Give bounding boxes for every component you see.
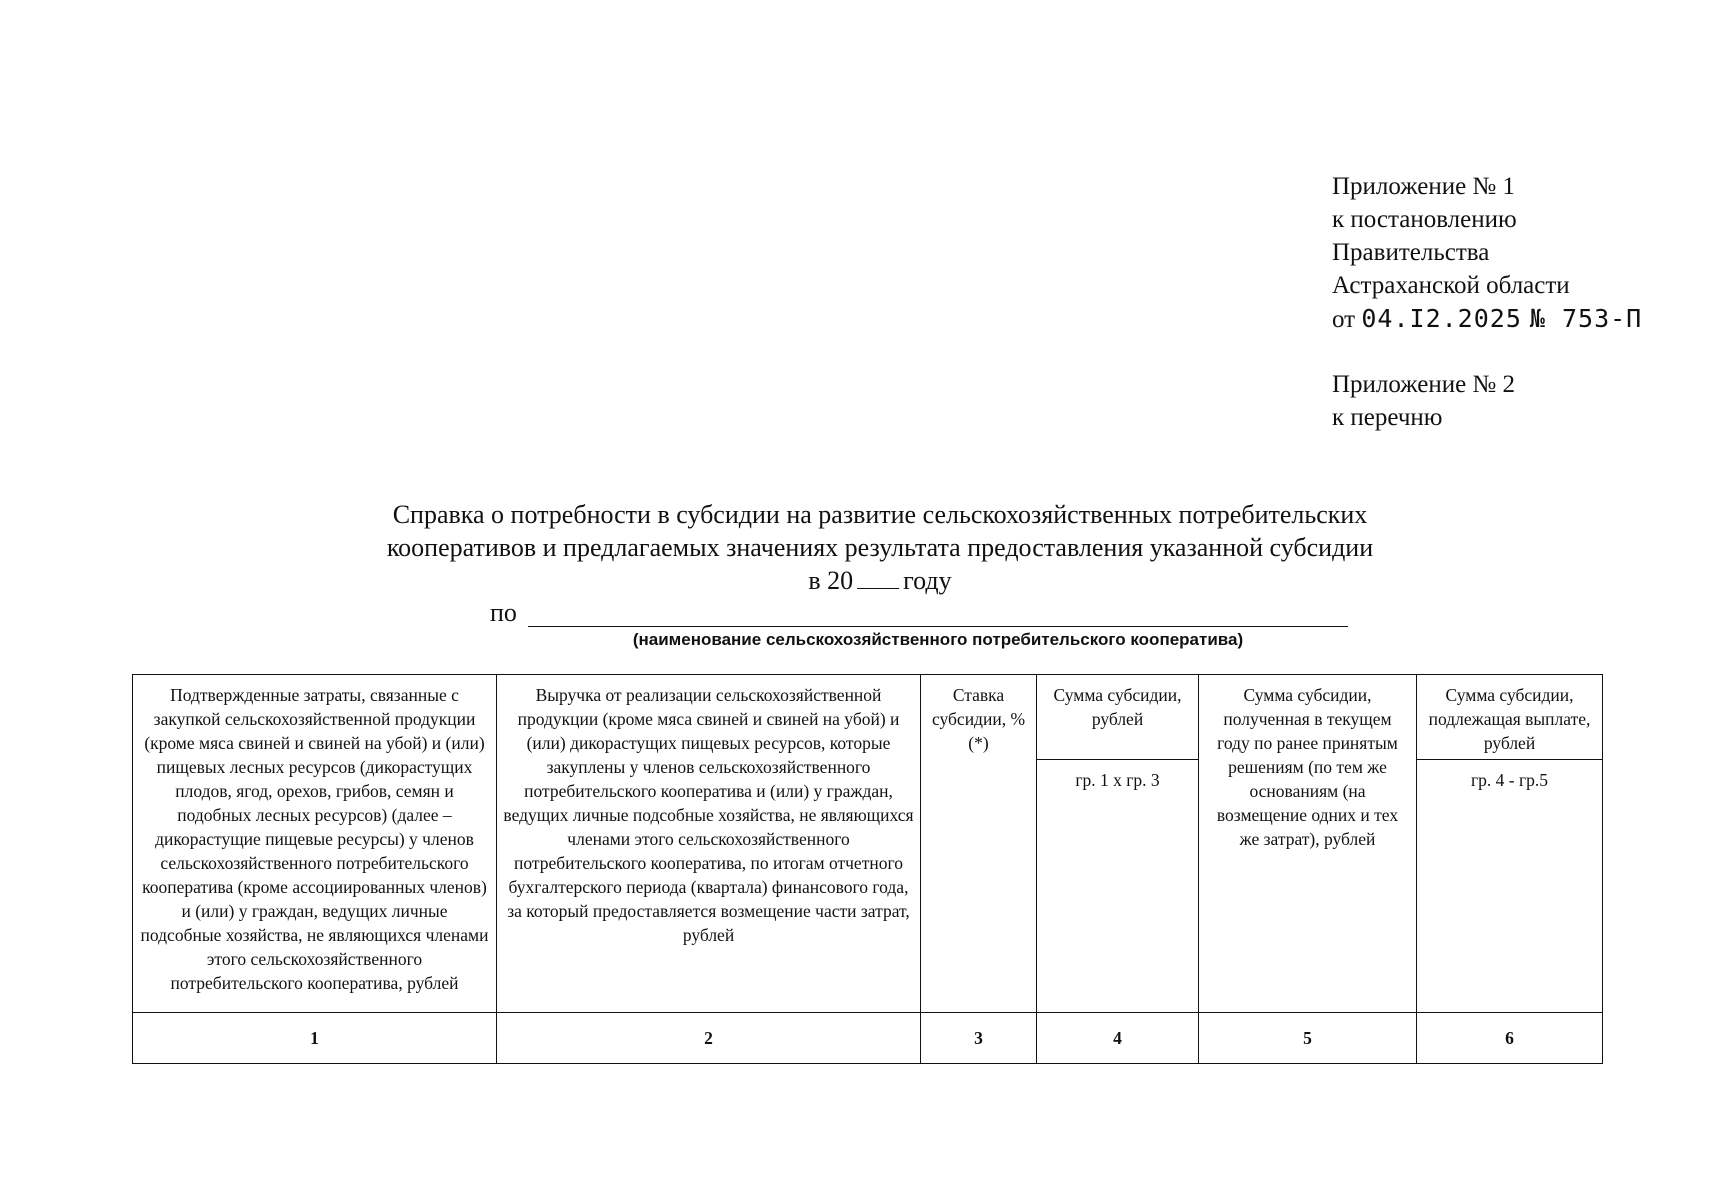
year-suffix: году [903,566,952,595]
appendix-1-line3: Правительства [1332,239,1490,266]
header-col-5: Сумма субсидии, полученная в текущем году по ранее принятым решениям (по тем же основаниям (на возмещение одних и тех же затрат), рублей [1199,675,1417,1013]
year-blank [857,566,899,589]
column-number: 2 [497,1013,921,1064]
column-number: 1 [133,1013,497,1064]
title-line-2: кооперативов и предлагаемых значениях результата предоставления указанной субсидии [386,533,1374,562]
year-prefix: в 20 [808,566,854,595]
appendix-1-title: Приложение № 1 [1332,173,1516,200]
title-line-3 [300,564,1460,597]
from-label: от [1332,306,1356,333]
appendix-2-block [1332,368,1515,434]
appendix-1-date-line [1332,302,1642,336]
appendix-2-title: Приложение № 2 [1332,371,1516,398]
column-number: 5 [1199,1013,1417,1064]
cooperative-name-caption: (наименование сельскохозяйственного потребительского кооператива) [632,630,1244,649]
table-row [133,1013,1603,1064]
header-col-3: Ставка субсидии, % (*) [921,675,1037,1013]
cooperative-name-blank [528,626,1348,627]
appendix-1-line2: к постановлению [1332,206,1517,233]
header-col-6: Сумма субсидии, подлежащая выплате, рублей [1417,675,1603,760]
formula-col-6: гр. 4 - гр.5 [1417,760,1603,1013]
appendix-1-line4: Астраханской области [1332,272,1570,299]
title-line-1: Справка о потребности в субсидии на развитие сельскохозяйственных потребительских [392,500,1368,529]
formula-col-4: гр. 1 х гр. 3 [1037,760,1199,1013]
column-number: 6 [1417,1013,1603,1064]
decree-date: 04.I2.2025 [1361,304,1522,333]
column-number: 4 [1037,1013,1199,1064]
column-number: 3 [921,1013,1037,1064]
appendix-2-line2: к перечню [1332,404,1443,431]
header-col-2: Выручка от реализации сельскохозяйственной продукции (кроме мяса свиней и свиней на убой) и (или) дикорастущих пищевых ресурсов, которые закуплены у членов сельскохозяйственного потребительского кооператива и (или) у граждан, ведущих личные подсобные хозяйства, не являющихся членами этого сельскохозяйственного потребительского кооператива, по итогам отчетного бухгалтерского периода (квартала) финансового года, за который предоставляется возмещение части затрат, рублей [497,675,921,1013]
header-col-4: Сумма субсидии, рублей [1037,675,1199,760]
document-title [300,498,1460,597]
subsidy-table [132,674,1603,1064]
header-col-1: Подтвержденные затраты, связанные с закупкой сельскохозяйственной продукции (кроме мяса свиней и свиней на убой) и (или) пищевых лесных ресурсов (дикорастущих плодов, ягод, орехов, грибов, семян и подобных лесных ресурсов) (далее – дикорастущие пищевые ресурсы) у членов сельскохозяйственного потребительского кооператива (кроме ассоциированных членов) и (или) у граждан, ведущих личные подсобные хозяйства, не являющихся членами этого сельскохозяйственного потребительского кооператива, рублей [133,675,497,1013]
po-label: по [490,598,517,627]
table-header-row [133,675,1603,760]
decree-number: № 753-П [1529,304,1643,333]
appendix-1-block [1332,170,1642,336]
